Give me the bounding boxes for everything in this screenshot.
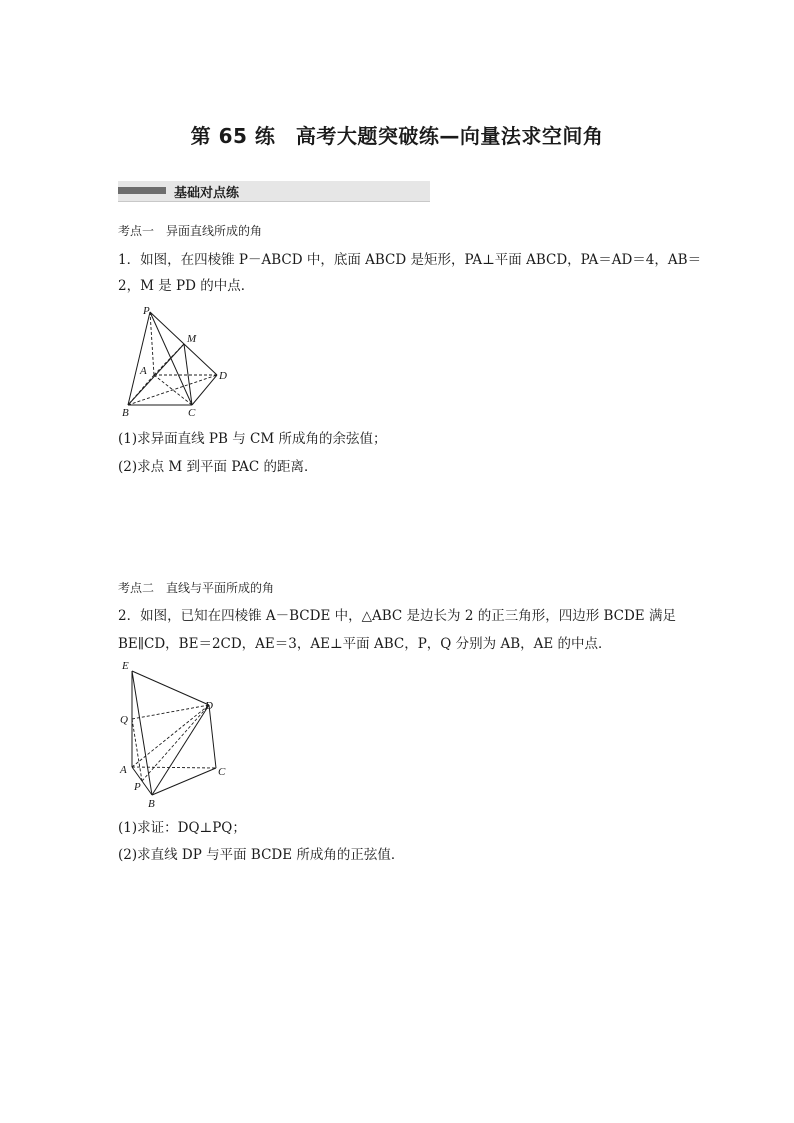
label-B: B bbox=[122, 407, 129, 419]
topic-2-label: 考点二 直线与平面所成的角 bbox=[118, 581, 275, 595]
label-Q: Q bbox=[120, 714, 128, 726]
edge-DC bbox=[209, 705, 216, 768]
edge-PD bbox=[150, 312, 217, 375]
page-title: 第 65 练 高考大题突破练—向量法求空间角 bbox=[190, 124, 604, 148]
label-P: P bbox=[143, 305, 150, 317]
edge-PD bbox=[142, 705, 209, 781]
edge-AM bbox=[154, 344, 184, 375]
problem-1-text-line-2: 2，M 是 PD 的中点． bbox=[118, 278, 255, 294]
section-marker bbox=[118, 187, 166, 194]
label-A: A bbox=[140, 365, 147, 377]
edge-AC bbox=[132, 767, 216, 768]
edge-DB bbox=[152, 705, 209, 795]
problem-1-figure bbox=[112, 300, 242, 420]
edge-QP bbox=[132, 719, 142, 781]
edge-QD bbox=[132, 705, 209, 719]
edge-ED bbox=[132, 671, 209, 705]
edge-PB bbox=[128, 312, 150, 405]
edge-PA bbox=[150, 312, 154, 375]
edge-EB bbox=[132, 671, 152, 795]
problem-2-figure bbox=[112, 655, 242, 810]
label-P: P bbox=[134, 781, 141, 793]
section-label: 基础对点练 bbox=[174, 186, 240, 201]
problem-2-question-1: (1)求证：DQ⊥PQ； bbox=[118, 820, 246, 836]
problem-1-text-line-1: 1．如图，在四棱锥 P－ABCD 中，底面 ABCD 是矩形，PA⊥平面 ABCD，PA＝AD＝4，AB＝ bbox=[118, 252, 702, 268]
problem-2-text-line-2: BE∥CD，BE＝2CD，AE＝3，AE⊥平面 ABC，P，Q 分别为 AB，AE 的中点． bbox=[118, 636, 612, 652]
section-header bbox=[118, 181, 430, 202]
label-C: C bbox=[188, 407, 196, 419]
problem-2-question-2: (2)求直线 DP 与平面 BCDE 所成角的正弦值． bbox=[118, 847, 405, 863]
label-D: D bbox=[205, 700, 213, 712]
problem-1-question-2: (2)求点 M 到平面 PAC 的距离． bbox=[118, 459, 318, 475]
label-C: C bbox=[218, 766, 226, 778]
problem-1-question-1: (1)求异面直线 PB 与 CM 所成角的余弦值； bbox=[118, 431, 387, 447]
label-D: D bbox=[219, 370, 227, 382]
label-A: A bbox=[120, 764, 127, 776]
label-B: B bbox=[148, 798, 155, 810]
edge-BC bbox=[152, 768, 216, 795]
topic-1-label: 考点一 异面直线所成的角 bbox=[118, 224, 263, 238]
problem-2-text-line-1: 2．如图，已知在四棱锥 A－BCDE 中，△ABC 是边长为 2 的正三角形，四边形 BCDE 满足 bbox=[118, 608, 676, 624]
edge-AD bbox=[132, 705, 209, 767]
label-E: E bbox=[122, 660, 129, 672]
label-M: M bbox=[187, 333, 197, 345]
